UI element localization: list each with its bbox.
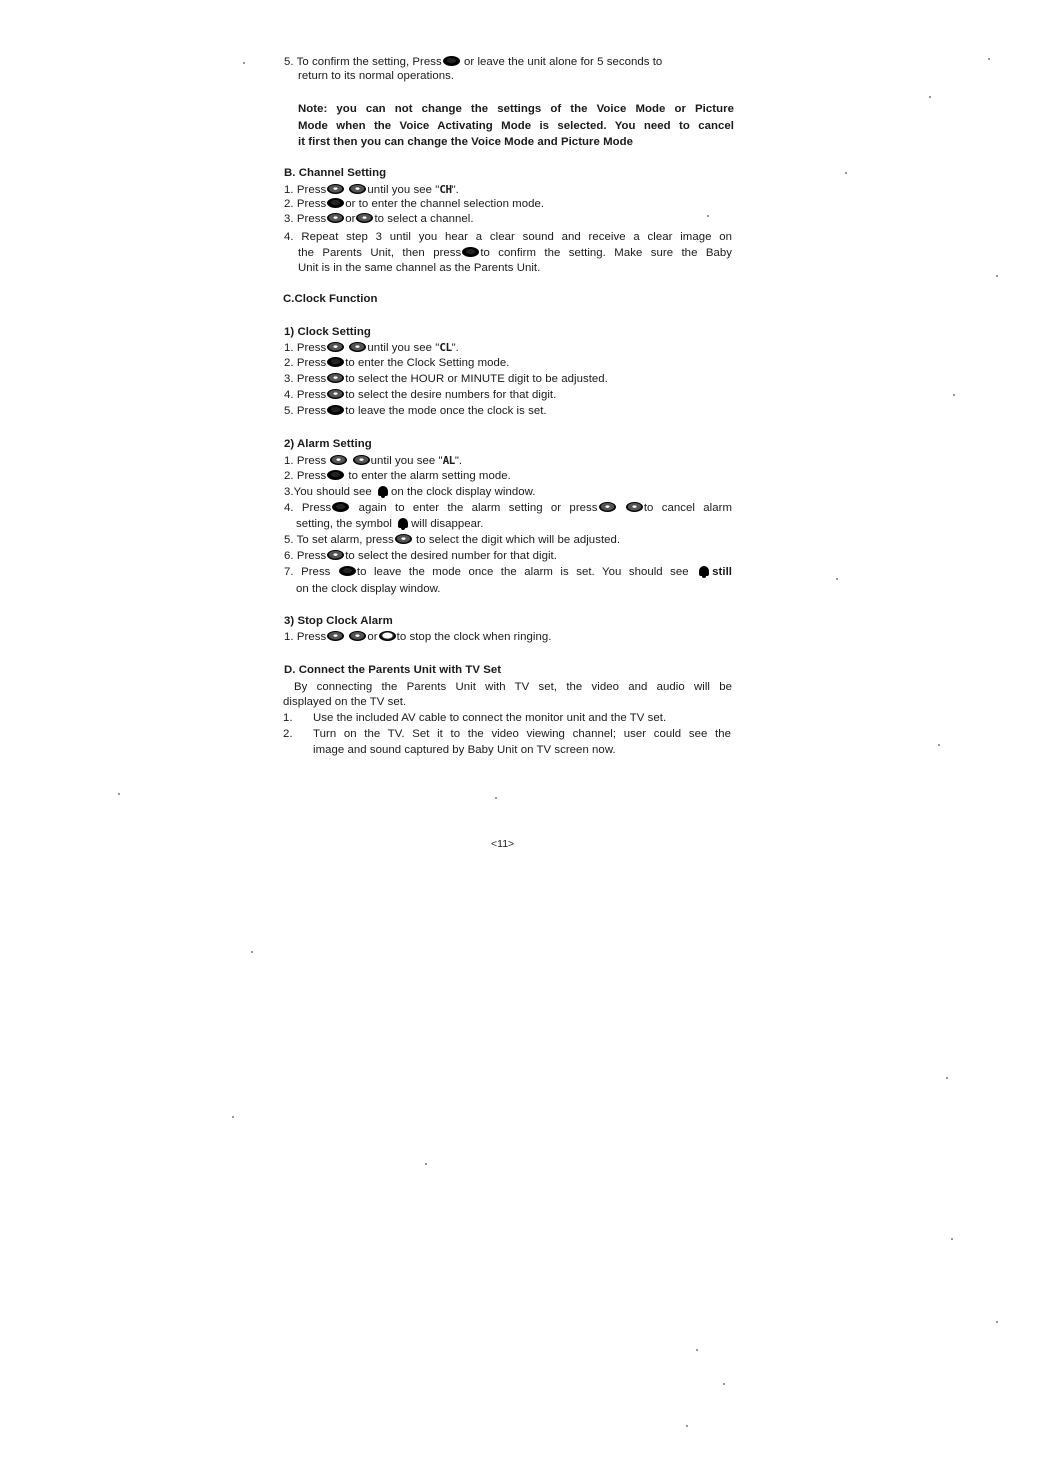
button-icon bbox=[443, 56, 460, 66]
b-step4-line3: Unit is in the same channel as the Parents Unit. bbox=[298, 262, 541, 274]
clock-step5: 5. Press to leave the mode once the clock is set. bbox=[284, 405, 547, 417]
d-step2-num: 2. bbox=[283, 728, 293, 740]
left-button-icon bbox=[327, 184, 344, 194]
d-step2-line2: image and sound captured by Baby Unit on TV screen now. bbox=[313, 744, 616, 756]
scan-speck bbox=[425, 1163, 427, 1165]
bell-icon bbox=[398, 518, 408, 528]
scan-speck bbox=[707, 215, 709, 217]
note-line1: Note: you can not change the settings of the Voice Mode or Picture bbox=[298, 103, 734, 115]
alarm-step2: 2. Press to enter the alarm setting mode. bbox=[284, 470, 511, 482]
left-button-icon bbox=[330, 455, 347, 465]
d-step1-num: 1. bbox=[283, 712, 293, 724]
button-icon bbox=[327, 198, 344, 208]
right-button-icon bbox=[327, 373, 344, 383]
alarm-step4-line1: 4. Press again to enter the alarm setting or press to cancel alarm bbox=[284, 502, 732, 514]
down-button-icon bbox=[356, 213, 373, 223]
alarm-step3: 3.You should see on the clock display window. bbox=[284, 486, 536, 498]
scan-speck bbox=[836, 578, 838, 580]
left-button-icon bbox=[327, 631, 344, 641]
scan-speck bbox=[929, 96, 931, 98]
section-d-title: D. Connect the Parents Unit with TV Set bbox=[284, 664, 502, 676]
step5-line1: 5. To confirm the setting, Press or leave the unit alone for 5 seconds to bbox=[284, 56, 663, 68]
clock-step1: 1. Press until you see "CL". bbox=[284, 341, 459, 354]
section-c-title: C.Clock Function bbox=[283, 293, 378, 305]
b-step2: 2. Press or to enter the channel selection mode. bbox=[284, 198, 545, 210]
scan-speck bbox=[723, 1383, 725, 1385]
b-step3: 3. Press or to select a channel. bbox=[284, 213, 474, 225]
b-step1: 1. Press until you see "CH". bbox=[284, 183, 459, 196]
button-icon bbox=[327, 357, 344, 367]
right-button-icon bbox=[626, 502, 643, 512]
bell-icon bbox=[699, 566, 709, 576]
right-button-icon bbox=[349, 342, 366, 352]
alarm-step5: 5. To set alarm, press to select the digit which will be adjusted. bbox=[284, 534, 621, 546]
page-number: <11> bbox=[491, 838, 515, 850]
scan-speck bbox=[946, 1077, 948, 1079]
up-button-icon bbox=[395, 534, 412, 544]
up-down-button-icon bbox=[327, 389, 344, 399]
button-icon bbox=[327, 470, 344, 480]
button-icon bbox=[327, 405, 344, 415]
alarm-step7-line1: 7. Press to leave the mode once the alarm is set. You should see still bbox=[284, 566, 732, 578]
stop-alarm-title: 3) Stop Clock Alarm bbox=[284, 615, 393, 627]
bell-icon bbox=[378, 486, 388, 496]
d-intro-line1: By connecting the Parents Unit with TV set, the video and audio will be bbox=[294, 681, 732, 693]
alarm-setting-title: 2) Alarm Setting bbox=[284, 438, 372, 450]
left-button-icon bbox=[327, 342, 344, 352]
step5-line2: return to its normal operations. bbox=[298, 70, 455, 82]
note-line3: it first then you can change the Voice Mode and Picture Mode bbox=[298, 136, 634, 148]
right-button-icon bbox=[353, 455, 370, 465]
scan-speck bbox=[686, 1425, 688, 1427]
d-intro-line2: displayed on the TV set. bbox=[283, 696, 407, 708]
b-step4-line2: the Parents Unit, then press to confirm the setting. Make sure the Baby bbox=[298, 247, 733, 259]
scan-speck bbox=[951, 1238, 953, 1240]
alarm-step6: 6. Press to select the desired number for that digit. bbox=[284, 550, 557, 562]
d-step1-text: Use the included AV cable to connect the monitor unit and the TV set. bbox=[313, 712, 667, 724]
clock-step2: 2. Press to enter the Clock Setting mode. bbox=[284, 357, 510, 369]
scan-speck bbox=[243, 62, 245, 64]
left-button-icon bbox=[599, 502, 616, 512]
clock-step4: 4. Press to select the desire numbers for that digit. bbox=[284, 389, 557, 401]
alarm-step1: 1. Press until you see "AL". bbox=[284, 454, 463, 467]
scan-speck bbox=[696, 1349, 698, 1351]
scan-speck bbox=[996, 1321, 998, 1323]
right-button-icon bbox=[349, 631, 366, 641]
clock-step3: 3. Press to select the HOUR or MINUTE digit to be adjusted. bbox=[284, 373, 608, 385]
scan-speck bbox=[988, 58, 990, 60]
button-icon bbox=[332, 502, 349, 512]
alarm-step7-line2: on the clock display window. bbox=[296, 583, 441, 595]
scan-speck bbox=[938, 744, 940, 746]
scan-speck bbox=[996, 275, 998, 277]
button-icon bbox=[379, 631, 396, 641]
button-icon bbox=[339, 566, 356, 576]
note-line2: Mode when the Voice Activating Mode is selected. You need to cancel bbox=[298, 120, 734, 132]
up-down-button-icon bbox=[327, 550, 344, 560]
scan-speck bbox=[251, 951, 253, 953]
clock-setting-title: 1) Clock Setting bbox=[284, 326, 371, 338]
scan-speck bbox=[495, 797, 497, 799]
scan-speck bbox=[953, 394, 955, 396]
button-icon bbox=[462, 247, 479, 257]
alarm-step4-line2: setting, the symbol will disappear. bbox=[296, 518, 484, 530]
scan-speck bbox=[845, 172, 847, 174]
section-b-title: B. Channel Setting bbox=[284, 167, 387, 179]
b-step4-line1: 4. Repeat step 3 until you hear a clear sound and receive a clear image on bbox=[284, 231, 732, 243]
up-button-icon bbox=[327, 213, 344, 223]
scan-speck bbox=[232, 1116, 234, 1118]
d-step2-line1: Turn on the TV. Set it to the video viewing channel; user could see the bbox=[313, 728, 731, 740]
stop-step1: 1. Press or to stop the clock when ringing. bbox=[284, 631, 552, 643]
right-button-icon bbox=[349, 184, 366, 194]
scan-speck bbox=[118, 793, 120, 795]
